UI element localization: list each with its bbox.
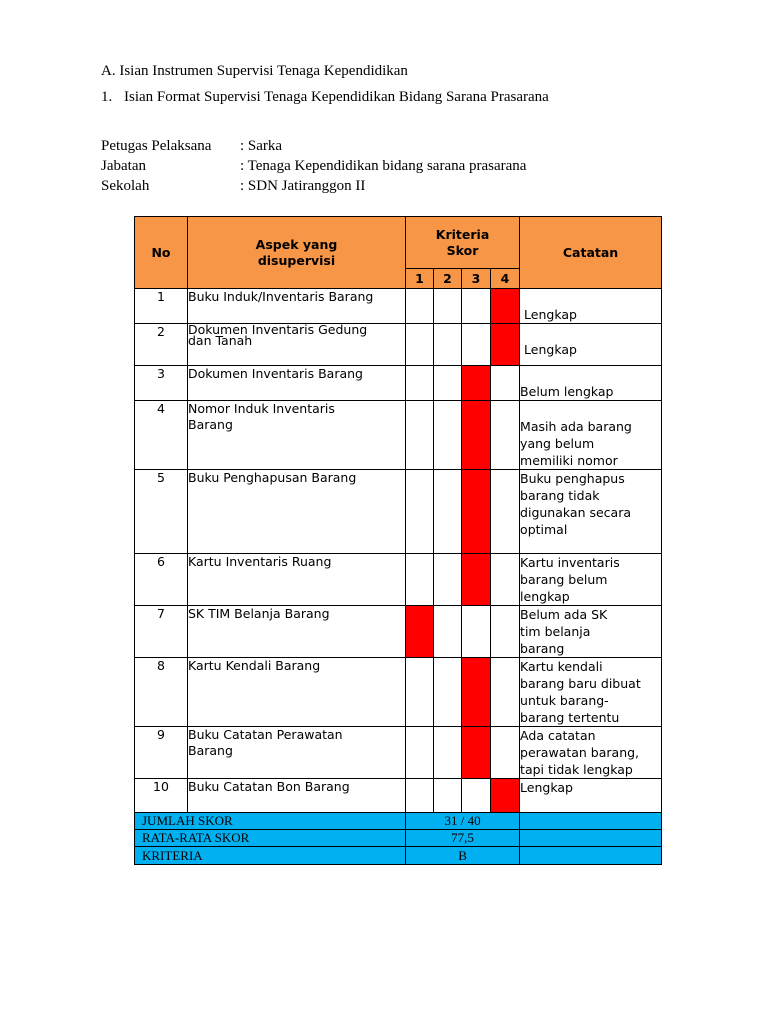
score-cell-2 [434,401,462,470]
section-heading-1: Isian Format Supervisi Tenaga Kependidikan Bidang Sarana Prasarana [124,89,549,105]
cell-catatan: Kartu inventaris barang belum lengkap [520,554,662,606]
info-label: Petugas Pelaksana [101,138,212,154]
score-cell-3 [462,324,491,366]
table-row [135,366,662,401]
score-cell-3 [462,401,491,470]
score-cell-2 [434,779,462,813]
score-cell-4 [491,401,520,470]
score-cell-1 [406,401,434,470]
cell-no: 10 [135,779,188,813]
score-cell-3 [462,366,491,401]
cell-no: 6 [135,554,188,606]
score-cell-3 [462,470,491,554]
score-cell-1 [406,727,434,779]
cell-aspek: Nomor Induk Inventaris Barang [188,401,406,470]
score-cell-2 [434,470,462,554]
cell-aspek: Buku Induk/Inventaris Barang [188,289,406,324]
summary-value: 31 / 40 [406,813,520,830]
score-cell-2 [434,366,462,401]
header-catatan: Catatan [520,217,662,289]
header-score-3: 3 [462,269,491,289]
score-cell-4 [491,324,520,366]
table-row [135,658,662,727]
score-cell-2 [434,658,462,727]
cell-catatan: Lengkap [520,779,662,813]
cell-aspek: SK TIM Belanja Barang [188,606,406,658]
score-cell-4 [491,658,520,727]
summary-row-jumlah [135,813,662,830]
score-cell-1 [406,606,434,658]
cell-aspek: Dokumen Inventaris Gedung dan Tanah [188,324,406,366]
score-cell-1 [406,366,434,401]
score-cell-4 [491,727,520,779]
cell-no: 9 [135,727,188,779]
score-cell-4 [491,606,520,658]
score-cell-1 [406,470,434,554]
score-cell-2 [434,727,462,779]
header-kriteria-skor: Kriteria Skor [406,217,520,269]
summary-label: RATA-RATA SKOR [135,830,406,847]
cell-catatan: Masih ada barang yang belum memiliki nomor [520,401,662,470]
score-cell-2 [434,554,462,606]
cell-aspek: Buku Catatan Bon Barang [188,779,406,813]
summary-label: JUMLAH SKOR [135,813,406,830]
score-cell-3 [462,289,491,324]
cell-catatan: Lengkap [520,289,662,324]
cell-no: 2 [135,324,188,366]
score-cell-4 [491,470,520,554]
cell-aspek: Buku Penghapusan Barang [188,470,406,554]
score-cell-4 [491,289,520,324]
table-row [135,470,662,554]
cell-aspek: Buku Catatan Perawatan Barang [188,727,406,779]
header-score-2: 2 [434,269,462,289]
summary-empty-cell [520,813,662,830]
summary-value: B [406,847,520,865]
score-cell-4 [491,554,520,606]
summary-label: KRITERIA [135,847,406,865]
cell-catatan: Kartu kendali barang baru dibuat untuk barang- barang tertentu [520,658,662,727]
summary-empty-cell [520,847,662,865]
cell-catatan: Lengkap [520,324,662,366]
score-cell-2 [434,324,462,366]
score-cell-2 [434,606,462,658]
cell-catatan: Ada catatan perawatan barang, tapi tidak lengkap [520,727,662,779]
score-cell-1 [406,554,434,606]
summary-row-rata-rata [135,830,662,847]
cell-aspek: Kartu Kendali Barang [188,658,406,727]
cell-catatan: Buku penghapus barang tidak digunakan secara optimal [520,470,662,554]
cell-aspek: Dokumen Inventaris Barang [188,366,406,401]
table-row [135,324,662,366]
score-cell-3 [462,658,491,727]
info-value: : Sarka [240,138,283,154]
score-cell-3 [462,554,491,606]
cell-no: 3 [135,366,188,401]
header-no: No [135,217,188,289]
cell-no: 4 [135,401,188,470]
score-cell-1 [406,289,434,324]
cell-no: 1 [135,289,188,324]
summary-value: 77,5 [406,830,520,847]
info-value: : Tenaga Kependidikan bidang sarana prasarana [240,158,527,174]
score-cell-4 [491,366,520,401]
score-cell-1 [406,658,434,727]
info-label: Jabatan [101,158,146,174]
score-cell-2 [434,289,462,324]
score-cell-3 [462,779,491,813]
section-heading-a: A. Isian Instrumen Supervisi Tenaga Kependidikan [101,63,408,79]
summary-row-kriteria [135,847,662,865]
table-row [135,289,662,324]
table-row [135,401,662,470]
score-cell-1 [406,324,434,366]
score-cell-3 [462,606,491,658]
score-cell-1 [406,779,434,813]
table-row [135,606,662,658]
cell-catatan: Belum ada SK tim belanja barang [520,606,662,658]
cell-no: 5 [135,470,188,554]
cell-catatan: Belum lengkap [520,366,662,401]
section-heading-1-number: 1. [101,89,113,105]
cell-aspek: Kartu Inventaris Ruang [188,554,406,606]
table-row [135,554,662,606]
header-score-4: 4 [491,269,520,289]
summary-empty-cell [520,830,662,847]
header-aspek: Aspek yang disupervisi [188,217,406,289]
info-label: Sekolah [101,178,150,194]
score-cell-3 [462,727,491,779]
info-value: : SDN Jatiranggon II [240,178,366,194]
table-row [135,727,662,779]
cell-no: 8 [135,658,188,727]
score-cell-4 [491,779,520,813]
cell-no: 7 [135,606,188,658]
header-score-1: 1 [406,269,434,289]
table-row [135,779,662,813]
supervision-table [134,216,662,865]
